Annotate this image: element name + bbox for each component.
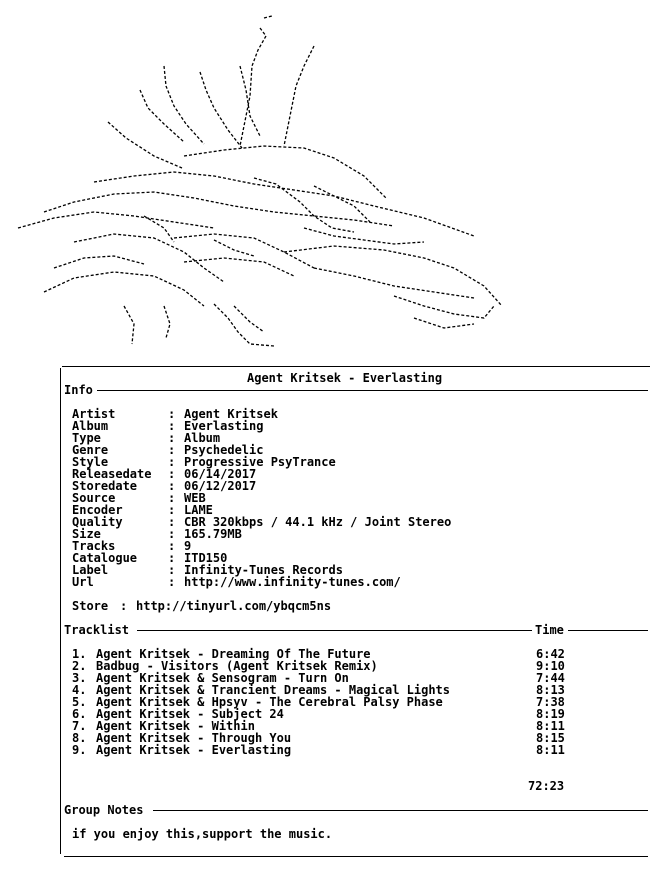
info-value-quality: CBR 320kbps / 44.1 kHz / Joint Stereo bbox=[184, 515, 452, 529]
info-colon: : bbox=[168, 467, 176, 481]
track-number: 6. bbox=[72, 707, 87, 721]
time-header: Time bbox=[535, 623, 564, 637]
left-border bbox=[60, 368, 61, 854]
info-colon: : bbox=[168, 431, 176, 445]
store-value: http://tinyurl.com/ybqcm5ns bbox=[136, 599, 332, 613]
track-title: Agent Kritsek - Within bbox=[96, 719, 255, 733]
info-rule bbox=[97, 390, 648, 391]
info-key-quality: Quality bbox=[72, 515, 123, 529]
info-colon: : bbox=[168, 515, 176, 529]
track-time: 7:38 bbox=[536, 695, 565, 709]
track-number: 8. bbox=[72, 731, 87, 745]
track-title: Agent Kritsek & Sensogram - Turn On bbox=[96, 671, 349, 685]
info-value-type: Album bbox=[184, 431, 221, 445]
info-value-style: Progressive PsyTrance bbox=[184, 455, 336, 469]
total-time: 72:23 bbox=[528, 779, 565, 793]
info-colon: : bbox=[168, 563, 176, 577]
track-number: 1. bbox=[72, 647, 87, 661]
info-value-releasedate: 06/14/2017 bbox=[184, 467, 257, 481]
track-number: 7. bbox=[72, 719, 87, 733]
info-key-type: Type bbox=[72, 431, 101, 445]
info-key-artist: Artist bbox=[72, 407, 116, 421]
track-time: 8:15 bbox=[536, 731, 565, 745]
info-key-storedate: Storedate bbox=[72, 479, 138, 493]
section-label-group-notes: Group Notes bbox=[64, 803, 144, 817]
info-colon: : bbox=[168, 539, 176, 553]
info-colon: : bbox=[168, 503, 176, 517]
info-value-size: 165.79MB bbox=[184, 527, 242, 541]
track-time: 9:10 bbox=[536, 659, 565, 673]
track-title: Agent Kritsek & Hpsyv - The Cerebral Palsy Phase bbox=[96, 695, 443, 709]
info-value-tracks: 9 bbox=[184, 539, 192, 553]
track-number: 2. bbox=[72, 659, 87, 673]
info-value-encoder: LAME bbox=[184, 503, 213, 517]
bottom-rule bbox=[64, 856, 648, 857]
track-number: 5. bbox=[72, 695, 87, 709]
track-title: Agent Kritsek - Dreaming Of The Future bbox=[96, 647, 371, 661]
info-colon: : bbox=[168, 407, 176, 421]
store-key: Store bbox=[72, 599, 109, 613]
info-colon: : bbox=[168, 575, 176, 589]
info-key-size: Size bbox=[72, 527, 101, 541]
track-time: 8:11 bbox=[536, 719, 565, 733]
track-time: 6:42 bbox=[536, 647, 565, 661]
track-title: Agent Kritsek - Through You bbox=[96, 731, 292, 745]
track-time: 7:44 bbox=[536, 671, 565, 685]
track-title: Agent Kritsek - Subject 24 bbox=[96, 707, 284, 721]
info-value-storedate: 06/12/2017 bbox=[184, 479, 257, 493]
info-value-url: http://www.infinity-tunes.com/ bbox=[184, 575, 401, 589]
section-label-tracklist: Tracklist bbox=[64, 623, 130, 637]
section-label-info: Info bbox=[64, 383, 93, 397]
info-value-source: WEB bbox=[184, 491, 206, 505]
info-key-album: Album bbox=[72, 419, 109, 433]
track-title: Badbug - Visitors (Agent Kritsek Remix) bbox=[96, 659, 378, 673]
info-key-url: Url bbox=[72, 575, 94, 589]
tracklist-rule bbox=[137, 630, 532, 631]
info-key-releasedate: Releasedate bbox=[72, 467, 152, 481]
info-key-catalogue: Catalogue bbox=[72, 551, 138, 565]
info-value-catalogue: ITD150 bbox=[184, 551, 228, 565]
info-colon: : bbox=[168, 479, 176, 493]
info-value-label: Infinity-Tunes Records bbox=[184, 563, 343, 577]
info-value-artist: Agent Kritsek bbox=[184, 407, 278, 421]
track-number: 3. bbox=[72, 671, 87, 685]
store-colon: : bbox=[120, 599, 128, 613]
track-number: 9. bbox=[72, 743, 87, 757]
info-colon: : bbox=[168, 551, 176, 565]
info-colon: : bbox=[168, 443, 176, 457]
tracklist-rule-right bbox=[568, 630, 648, 631]
info-value-genre: Psychedelic bbox=[184, 443, 264, 457]
info-colon: : bbox=[168, 491, 176, 505]
track-title: Agent Kritsek - Everlasting bbox=[96, 743, 292, 757]
info-key-style: Style bbox=[72, 455, 109, 469]
info-key-tracks: Tracks bbox=[72, 539, 116, 553]
track-time: 8:13 bbox=[536, 683, 565, 697]
track-time: 8:19 bbox=[536, 707, 565, 721]
group-notes-text: if you enjoy this,support the music. bbox=[72, 827, 333, 841]
top-rule bbox=[62, 366, 650, 367]
info-value-album: Everlasting bbox=[184, 419, 264, 433]
track-title: Agent Kritsek & Trancient Dreams - Magical Lights bbox=[96, 683, 451, 697]
info-colon: : bbox=[168, 419, 176, 433]
group-notes-rule bbox=[153, 810, 648, 811]
page-title: Agent Kritsek - Everlasting bbox=[247, 371, 443, 385]
info-key-encoder: Encoder bbox=[72, 503, 123, 517]
info-key-source: Source bbox=[72, 491, 116, 505]
track-time: 8:11 bbox=[536, 743, 565, 757]
info-colon: : bbox=[168, 455, 176, 469]
info-colon: : bbox=[168, 527, 176, 541]
track-number: 4. bbox=[72, 683, 87, 697]
info-key-label: Label bbox=[72, 563, 109, 577]
info-key-genre: Genre bbox=[72, 443, 109, 457]
